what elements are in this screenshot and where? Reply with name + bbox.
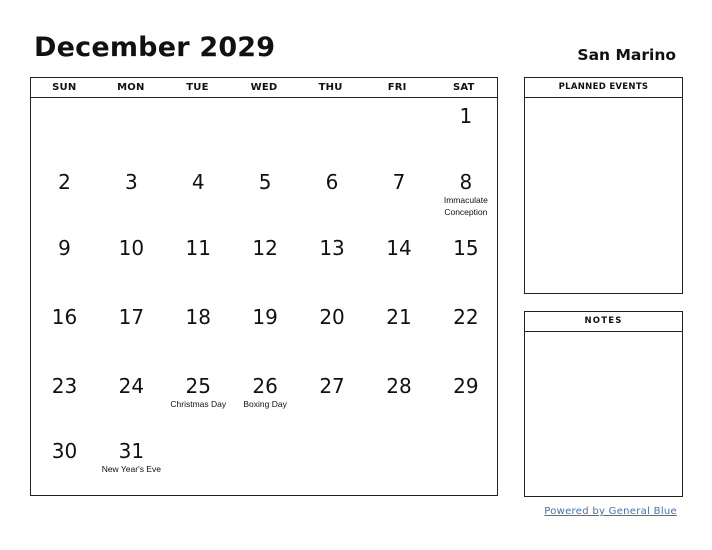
day-number: 30 — [51, 439, 78, 463]
day-number: 4 — [191, 170, 205, 194]
day-cell — [299, 236, 366, 260]
day-number: 16 — [51, 305, 78, 329]
day-cell — [232, 170, 299, 194]
day-cell — [98, 439, 165, 475]
holiday-label: Immaculate Conception — [443, 195, 488, 217]
day-grid — [31, 98, 497, 495]
holiday-label: Christmas Day — [170, 399, 227, 409]
day-number: 31 — [118, 439, 145, 463]
day-number: 13 — [319, 236, 345, 260]
weekday-sat: SAT — [452, 82, 475, 93]
month-calendar — [30, 77, 498, 496]
country-label: San Marino — [577, 46, 676, 64]
planned-events-header: PLANNED EVENTS — [525, 78, 682, 98]
day-number: 18 — [185, 305, 211, 329]
day-cell — [98, 374, 165, 398]
day-number: 2 — [58, 170, 71, 194]
day-number: 10 — [118, 236, 145, 260]
day-cell — [366, 236, 433, 260]
day-cell — [299, 374, 366, 398]
day-cell — [98, 236, 165, 260]
day-number: 12 — [252, 236, 278, 260]
day-number: 3 — [124, 170, 138, 194]
notes-header: NOTES — [525, 312, 682, 332]
day-cell — [31, 439, 98, 463]
day-cell — [165, 236, 232, 260]
day-cell — [232, 305, 299, 329]
day-number: 19 — [252, 305, 278, 329]
powered-by-link[interactable]: Powered by General Blue — [544, 506, 677, 517]
day-cell — [165, 305, 232, 329]
day-number: 20 — [319, 305, 345, 329]
day-number: 9 — [58, 236, 71, 260]
day-number: 1 — [459, 104, 473, 128]
holiday-label: Boxing Day — [243, 399, 287, 409]
day-number: 27 — [319, 374, 345, 398]
day-number: 5 — [258, 170, 272, 194]
day-cell — [232, 236, 299, 260]
weekday-thu: THU — [318, 82, 343, 93]
day-number: 22 — [453, 305, 479, 329]
day-cell — [366, 305, 433, 329]
day-cell — [432, 374, 499, 398]
day-number: 8 — [459, 170, 473, 194]
day-cell — [31, 305, 98, 329]
weekday-fri: FRI — [387, 82, 407, 93]
day-cell — [432, 104, 499, 128]
day-number: 15 — [453, 236, 479, 260]
day-cell — [432, 236, 499, 260]
holiday-label: New Year's Eve — [101, 464, 161, 474]
weekday-wed: WED — [250, 82, 278, 93]
day-number: 24 — [118, 374, 145, 398]
day-number: 28 — [386, 374, 412, 398]
day-cell — [31, 236, 98, 260]
day-cell — [98, 170, 165, 194]
page-title: December 2029 — [34, 32, 276, 63]
day-number: 23 — [51, 374, 78, 398]
day-cell — [165, 170, 232, 194]
day-cell — [31, 170, 98, 194]
day-number: 25 — [185, 374, 211, 398]
weekday-sun: SUN — [52, 82, 77, 93]
day-number: 6 — [325, 170, 339, 194]
day-cell — [98, 305, 165, 329]
day-number: 17 — [118, 305, 145, 329]
day-number: 7 — [392, 170, 406, 194]
weekday-mon: MON — [117, 82, 145, 93]
day-cell — [366, 170, 433, 194]
day-cell — [432, 170, 499, 218]
weekday-header-row — [31, 78, 497, 98]
day-cell — [366, 374, 433, 398]
day-number: 21 — [386, 305, 412, 329]
planned-events-panel — [524, 77, 683, 294]
day-number: 11 — [185, 236, 211, 260]
day-cell — [299, 170, 366, 194]
day-number: 26 — [252, 374, 278, 398]
day-cell — [165, 374, 232, 410]
day-cell — [299, 305, 366, 329]
notes-panel — [524, 311, 683, 497]
day-cell — [232, 374, 299, 410]
day-cell — [31, 374, 98, 398]
day-number: 14 — [386, 236, 412, 260]
day-number: 29 — [453, 374, 479, 398]
day-cell — [432, 305, 499, 329]
weekday-tue: TUE — [186, 82, 209, 93]
